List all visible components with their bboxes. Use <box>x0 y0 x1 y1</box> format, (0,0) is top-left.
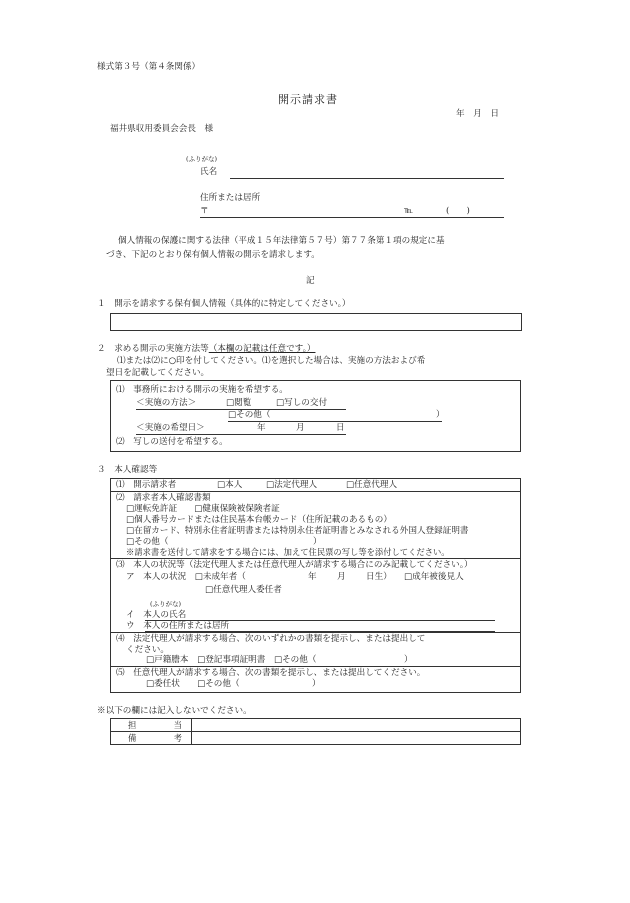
address-label: 住所または居所 <box>200 193 261 203</box>
section3-divider-2 <box>110 558 521 559</box>
office-use-char-4: 考 <box>173 733 182 743</box>
method-label: ＜実施の方法＞ <box>136 398 197 408</box>
requester-voluntary-checkbox[interactable]: □任意代理人 <box>346 480 398 490</box>
section2-note-1: ⑴または⑵に○印を付してください。⑴を選択した場合は、実施の方法および希 <box>117 356 426 366</box>
name-label: 氏名 <box>200 167 218 177</box>
principal-address-label: ウ 本人の住所または居所 <box>126 621 230 631</box>
requester-self-checkbox[interactable]: □本人 <box>217 480 243 490</box>
section1-input-box[interactable] <box>110 313 522 331</box>
section2-item2[interactable]: ⑵ 写しの送付を希望する。 <box>116 437 228 447</box>
postal-mark: 〒 <box>200 206 209 216</box>
office-use-field-2 <box>192 732 521 745</box>
section3-divider-3 <box>110 632 521 633</box>
office-use-row-1 <box>111 719 521 732</box>
principal-furigana: (ふりがな) <box>150 600 182 608</box>
tel-icon: ℡ <box>404 206 414 216</box>
id-docs-other-checkbox[interactable]: □その他（ <box>126 537 169 547</box>
office-use-char-2: 当 <box>173 720 182 730</box>
id-docs-line-3[interactable]: □在留カード、特別永住者証明書または特別永住者証明書とみなされる外国人登録証明書 <box>126 526 469 536</box>
section2-item1[interactable]: ⑴ 事務所における開示の実施を希望する。 <box>116 385 288 395</box>
voluntary-rep-docs-close: ） <box>312 679 321 689</box>
office-use-row-2 <box>111 732 521 745</box>
section2-optional-note: （本欄の記載は任意です。） <box>208 344 316 354</box>
method-other-checkbox[interactable]: □その他（ <box>228 410 271 420</box>
office-use-note: ※以下の欄には記入しないでください。 <box>97 706 252 716</box>
date-month: 月 <box>296 423 305 433</box>
date-day: 日 <box>336 423 345 433</box>
office-use-label-1 <box>111 719 192 732</box>
office-use-field-1 <box>192 719 521 732</box>
section2-heading <box>97 345 315 354</box>
section3-divider-4 <box>110 666 521 667</box>
page-title: 開示請求書 <box>278 93 338 106</box>
id-docs-line-1[interactable]: □運転免許証 □健康保険被保険者証 <box>126 504 280 514</box>
adult-ward-checkbox[interactable]: □成年被後見人 <box>404 572 464 582</box>
section2-heading-text: ２ 求める開示の実施方法等 <box>97 344 209 354</box>
date-line: 年 月 日 <box>456 109 499 119</box>
office-use-label-2 <box>111 732 192 745</box>
voluntary-rep-docs-checkboxes[interactable]: □委任状 □その他（ <box>146 679 240 689</box>
legal-rep-docs-checkboxes[interactable]: □戸籍謄本 □登記事項証明書 □その他（ <box>146 655 317 665</box>
method-other-field[interactable] <box>228 421 442 422</box>
birth-month: 月 <box>337 572 346 582</box>
addressee: 福井県収用委員会会長 様 <box>110 124 214 134</box>
section3-heading: ３ 本人確認等 <box>97 465 158 475</box>
method-other-close: ） <box>436 410 445 420</box>
principal-name-label: イ 本人の氏名 <box>126 610 187 620</box>
office-use-char-3: 備 <box>128 733 137 743</box>
date-field[interactable] <box>136 434 346 435</box>
legal-rep-docs-close: ） <box>404 655 413 665</box>
office-use-table <box>110 718 521 745</box>
name-furigana: (ふりがな) <box>186 155 218 163</box>
delegator-checkbox[interactable]: □任意代理人委任者 <box>205 585 282 595</box>
legal-rep-docs-line-2: ください。 <box>126 645 169 655</box>
form-number: 様式第３号（第４条関係） <box>97 62 201 72</box>
id-docs-heading: ⑵ 請求者本人確認書類 <box>116 493 211 503</box>
intro-line-1: 個人情報の保護に関する法律（平成１５年法律第５７号）第７７条第１項の規定に基 <box>118 236 445 246</box>
principal-status-heading: ⑶ 本人の状況等（法定代理人または任意代理人が請求する場合にのみ記載してください。） <box>116 560 473 570</box>
date-label: ＜実施の希望日＞ <box>136 423 205 433</box>
voluntary-rep-docs-line: ⑸ 任意代理人が請求する場合、次の書類を提示し、または提出してください。 <box>116 668 426 678</box>
principal-address-field[interactable] <box>145 631 495 632</box>
id-docs-note: ※請求書を送付して請求をする場合には、加えて住民票の写し等を添付してください。 <box>126 547 450 557</box>
section2-note-2: 望日を記載してください。 <box>106 368 210 378</box>
legal-rep-docs-line-1: ⑷ 法定代理人が請求する場合、次のいずれかの書類を提示し、または提出して <box>116 634 426 644</box>
section3-divider-1 <box>110 491 521 492</box>
minor-checkbox[interactable]: ア 本人の状況 □未成年者（ <box>126 572 246 582</box>
date-year: 年 <box>257 423 266 433</box>
name-field[interactable] <box>230 178 504 179</box>
id-docs-line-2[interactable]: □個人番号カードまたは住民基本台帳カード（住所記載のあるもの） <box>126 515 392 525</box>
section1-heading: １ 開示を請求する保有個人情報（具体的に特定してください。） <box>97 299 351 309</box>
id-docs-other-close: ） <box>313 537 322 547</box>
office-use-char-1: 担 <box>128 720 137 730</box>
birth-day: 日生） <box>366 572 392 582</box>
method-view-checkbox[interactable]: □閲覧 <box>226 398 252 408</box>
method-copy-checkbox[interactable]: □写しの交付 <box>276 398 328 408</box>
ki-label: 記 <box>306 276 315 286</box>
requester-legal-checkbox[interactable]: □法定代理人 <box>266 480 318 490</box>
requester-label: ⑴ 開示請求者 <box>116 480 177 490</box>
intro-line-2: づき、下記のとおり保有個人情報の開示を請求します。 <box>106 250 320 260</box>
address-field[interactable] <box>200 217 504 218</box>
tel-area-code: ( ) <box>446 206 470 216</box>
birth-year: 年 <box>308 572 317 582</box>
